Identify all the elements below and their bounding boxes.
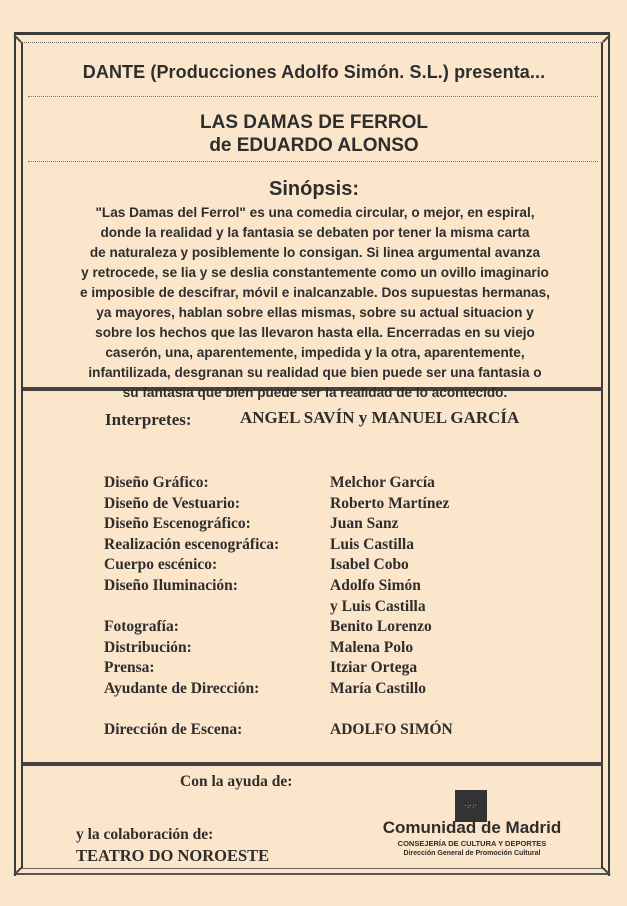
- credit-row: [104, 494, 449, 515]
- synopsis-line: donde la realidad y la fantasia se debaten por tener la misma carta: [100, 225, 530, 240]
- play-title-block: [25, 111, 603, 157]
- credit-name: Melchor García: [330, 474, 435, 491]
- play-author: de EDUARDO ALONSO: [209, 135, 419, 156]
- credit-role: Realización escenográfica:: [104, 535, 280, 553]
- credit-role: Diseño Escenográfico:: [104, 515, 251, 533]
- cast-names: ANGEL SAVÍN y MANUEL GARCÍA: [240, 408, 520, 427]
- synopsis-line: su fantasia que bien puede ser la realidad de lo acontecido.: [122, 385, 508, 400]
- credit-name: Itziar Ortega: [330, 659, 418, 677]
- credit-name: Benito Lorenzo: [330, 618, 432, 636]
- synopsis-line: sobre los hechos que las llevaron hasta ella. Encerradas en su viejo: [95, 325, 535, 340]
- credit-row: [104, 679, 449, 700]
- credit-name: Malena Polo: [330, 638, 414, 656]
- divider-dotted: [28, 161, 598, 162]
- credit-name: Roberto Martínez: [330, 494, 450, 512]
- presenter-line: DANTE (Producciones Adolfo Simón. S.L.) presenta...: [82, 62, 546, 82]
- credit-name: Adolfo Simón: [330, 576, 421, 594]
- synopsis-line: ya mayores, hablan sobre ellas mismas, sobre su actual situacion y: [96, 305, 534, 320]
- credit-row: [104, 473, 449, 494]
- credit-row: [104, 658, 449, 679]
- direction-label: Dirección de Escena:: [104, 721, 243, 738]
- credit-name: y Luis Castilla: [330, 597, 426, 615]
- outer-frame-bottom: [14, 873, 610, 875]
- synopsis-line: caserón, una, aparentemente, impedida y la otra, aparentemente,: [105, 345, 525, 360]
- cast-label: Interpretes:: [105, 410, 192, 429]
- credit-role: [104, 597, 330, 618]
- inner-frame: [21, 42, 603, 869]
- synopsis-line: de naturaleza y posiblemente lo consigan. Si linea argumental avanza: [89, 245, 541, 260]
- credit-row: [104, 638, 449, 659]
- collaboration-block: [76, 824, 269, 866]
- credit-role: Ayudante de Dirección:: [104, 679, 260, 697]
- credit-row: [104, 597, 449, 618]
- credit-name: Luis Castilla: [330, 535, 414, 553]
- credit-row: [104, 535, 449, 556]
- divider-dotted: [28, 96, 598, 97]
- credit-role: Prensa:: [104, 659, 155, 677]
- synopsis-line: "Las Damas del Ferrol" es una comedia circular, o mejor, en espiral,: [95, 205, 535, 220]
- credit-role: Fotografía:: [104, 618, 179, 636]
- synopsis-line: infantilizada, desgranan su realidad que bien puede ser una fantasia o: [88, 365, 542, 380]
- credit-name: María Castillo: [330, 679, 426, 697]
- credit-name: Isabel Cobo: [330, 556, 409, 574]
- logo-department: CONSEJERÍA DE CULTURA Y DEPORTES: [397, 839, 547, 848]
- logo-division: Dirección General de Promoción Cultural: [403, 850, 541, 857]
- divider-thick: [23, 762, 603, 766]
- credit-role: Diseño de Vestuario:: [104, 494, 241, 512]
- direction-name: ADOLFO SIMÓN: [330, 721, 453, 738]
- credit-role: Cuerpo escénico:: [104, 556, 218, 574]
- credit-row: [104, 617, 449, 638]
- logo-stars: ·:·:·: [464, 802, 478, 810]
- synopsis-line: y retrocede, se lia y se deslia constantemente como un ovillo imaginario: [81, 265, 549, 280]
- synopsis-body: [42, 203, 588, 403]
- collaboration-label: y la colaboración de:: [76, 826, 214, 843]
- collaboration-name: TEATRO DO NOROESTE: [76, 846, 270, 865]
- credit-row: [104, 514, 449, 535]
- credit-role: Distribución:: [104, 638, 192, 656]
- credits-list: [104, 473, 449, 700]
- synopsis-line: e imposible de descifrar, móvil e inalcanzable. Dos supuestas hermanas,: [80, 285, 550, 300]
- play-title: LAS DAMAS DE FERROL: [200, 112, 428, 133]
- credit-role: Diseño Gráfico:: [104, 474, 209, 491]
- synopsis-heading: Sinópsis:: [268, 178, 359, 200]
- credit-name: Juan Sanz: [330, 515, 399, 533]
- credit-row: [104, 576, 449, 597]
- credit-role: Diseño Iluminación:: [104, 576, 238, 594]
- credit-row: [104, 555, 449, 576]
- help-label: Con la ayuda de:: [180, 773, 293, 790]
- logo-name: Comunidad de Madrid: [382, 818, 562, 837]
